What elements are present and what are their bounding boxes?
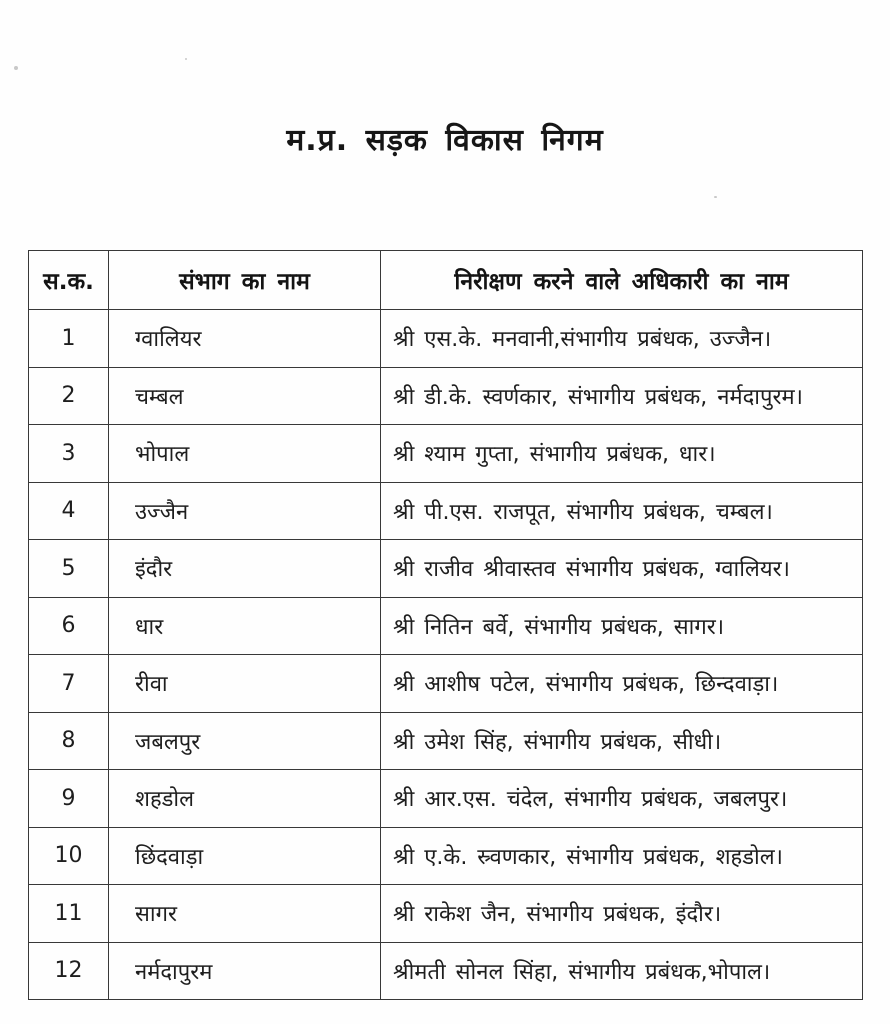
officer-cell: श्री उमेश सिंह, संभागीय प्रबंधक, सीधी। [381, 712, 863, 770]
scan-speck [185, 58, 187, 60]
officer-cell: श्री एस.के. मनवानी,संभागीय प्रबंधक, उज्जैन। [381, 310, 863, 368]
header-serial-number: स.क. [29, 251, 109, 310]
division-cell: ग्वालियर [109, 310, 381, 368]
serial-cell: 7 [29, 655, 109, 713]
scan-speck [714, 196, 717, 198]
division-cell: शहडोल [109, 770, 381, 828]
division-cell: उज्जैन [109, 482, 381, 540]
division-cell: रीवा [109, 655, 381, 713]
serial-cell: 10 [29, 827, 109, 885]
division-cell: चम्बल [109, 367, 381, 425]
table-row [29, 597, 863, 655]
division-cell: छिंदवाड़ा [109, 827, 381, 885]
division-cell: भोपाल [109, 425, 381, 483]
table-row [29, 540, 863, 598]
table-row [29, 770, 863, 828]
divisions-inspection-table [28, 250, 863, 1000]
division-cell: इंदौर [109, 540, 381, 598]
serial-cell: 4 [29, 482, 109, 540]
serial-cell: 6 [29, 597, 109, 655]
table-row [29, 425, 863, 483]
division-cell: नर्मदापुरम [109, 942, 381, 1000]
officer-cell: श्रीमती सोनल सिंहा, संभागीय प्रबंधक,भोपाल। [381, 942, 863, 1000]
table-header-row [29, 251, 863, 310]
division-cell: जबलपुर [109, 712, 381, 770]
table-row [29, 942, 863, 1000]
serial-cell: 2 [29, 367, 109, 425]
serial-cell: 9 [29, 770, 109, 828]
table-row [29, 712, 863, 770]
officer-cell: श्री राकेश जैन, संभागीय प्रबंधक, इंदौर। [381, 885, 863, 943]
header-division-name: संभाग का नाम [109, 251, 381, 310]
officer-cell: श्री पी.एस. राजपूत, संभागीय प्रबंधक, चम्बल। [381, 482, 863, 540]
officer-cell: श्री ए.के. स्र्वणकार, संभागीय प्रबंधक, शहडोल। [381, 827, 863, 885]
table-row [29, 482, 863, 540]
officer-cell: श्री राजीव श्रीवास्तव संभागीय प्रबंधक, ग्वालियर। [381, 540, 863, 598]
officer-cell: श्री श्याम गुप्ता, संभागीय प्रबंधक, धार। [381, 425, 863, 483]
officer-cell: श्री नितिन बर्वे, संभागीय प्रबंधक, सागर। [381, 597, 863, 655]
serial-cell: 1 [29, 310, 109, 368]
serial-cell: 12 [29, 942, 109, 1000]
header-inspecting-officer: निरीक्षण करने वाले अधिकारी का नाम [381, 251, 863, 310]
serial-cell: 8 [29, 712, 109, 770]
officer-cell: श्री डी.के. स्वर्णकार, संभागीय प्रबंधक, नर्मदापुरम। [381, 367, 863, 425]
serial-cell: 5 [29, 540, 109, 598]
serial-cell: 11 [29, 885, 109, 943]
table-row [29, 310, 863, 368]
table-row [29, 367, 863, 425]
serial-cell: 3 [29, 425, 109, 483]
division-cell: सागर [109, 885, 381, 943]
table-row [29, 885, 863, 943]
division-cell: धार [109, 597, 381, 655]
table-row [29, 655, 863, 713]
officer-cell: श्री आशीष पटेल, संभागीय प्रबंधक, छिन्दवाड़ा। [381, 655, 863, 713]
officer-cell: श्री आर.एस. चंदेल, संभागीय प्रबंधक, जबलपुर। [381, 770, 863, 828]
table-row [29, 827, 863, 885]
page-title: म.प्र. सड़क विकास निगम [286, 123, 604, 158]
scan-speck [14, 66, 18, 70]
